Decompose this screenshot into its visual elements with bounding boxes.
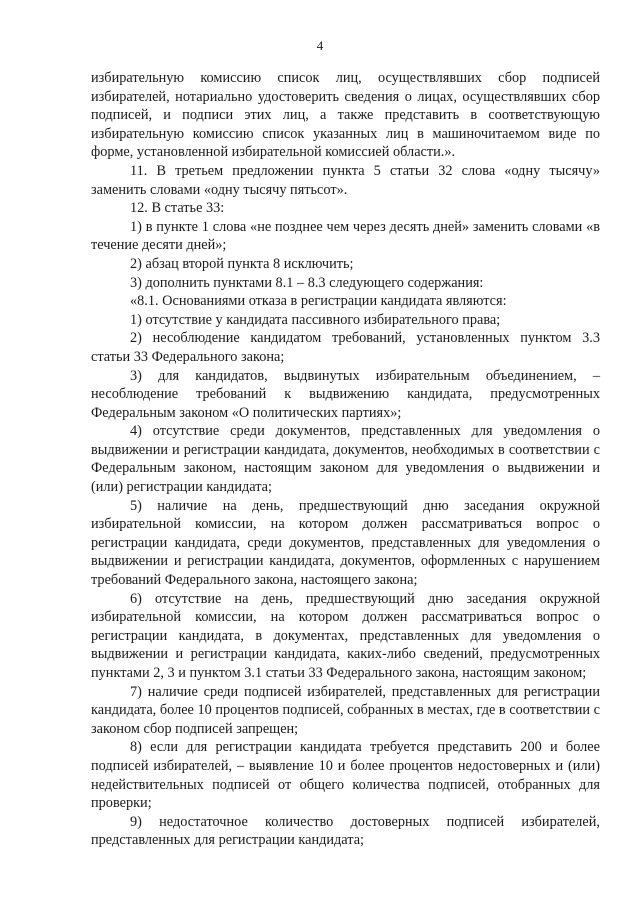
paragraph-item-11: 11. В третьем предложении пункта 5 статьи 32 слова «одну тысячу» заменить словами «одну тысячу пятьсот». [91, 162, 600, 198]
paragraph-ground-7: 7) наличие среди подписей избирателей, представленных для регистрации кандидата, более 10 процентов подписей, собранных в местах, где в соответствии с законом сбор подписей запрещен; [91, 683, 600, 737]
paragraph-continuation: избирательную комиссию список лиц, осуществлявших сбор подписей избирателей, нотариально удостоверить сведения о лицах, осуществлявших сбор подписей, и подписи этих лиц, а также представить в соответствующую избирательную комиссию список указанных лиц в машиночитаемом виде по форме, установленной избирательной комиссией области.». [91, 70, 600, 161]
paragraph-ground-2: 2) несоблюдение кандидатом требований, установленных пунктом 3.3 статьи 33 Федерального закона; [91, 330, 600, 365]
paragraph-subitem-3: 3) дополнить пунктами 8.1 – 8.3 следующего содержания: [130, 274, 484, 291]
document-body [91, 69, 600, 850]
paragraph-ground-8: 8) если для регистрации кандидата требуется представить 200 и более подписей избирателей, – выявление 10 и более процентов недостоверных и (или) недействительных подписей от общего количества подписей, отобранных для проверки; [91, 739, 600, 812]
paragraph-ground-5: 5) наличие на день, предшествующий дню заседания окружной избирательной комиссии, на котором должен рассматриваться вопрос о регистрации кандидата, среди документов, представленных для уведомления о выдвижении и регистрации кандидата, документов, оформленных с нарушением требований Федерального закона, настоящего закона; [91, 497, 600, 589]
paragraph-subitem-2: 2) абзац второй пункта 8 исключить; [130, 255, 354, 272]
paragraph-ground-3: 3) для кандидатов, выдвинутых избирательным объединением, – несоблюдение требований к выдвижению кандидата, предусмотренных Федеральным законом «О политических партиях»; [91, 367, 600, 421]
paragraph-ground-4: 4) отсутствие среди документов, представленных для уведомления о выдвижении и регистрации кандидата, документов, необходимых в соответствии с Федеральным законом, настоящим законом для уведомления о выдвижении и (или) регистрации кандидата; [91, 423, 600, 496]
paragraph-ground-6: 6) отсутствие на день, предшествующий дню заседания окружной избирательной комиссии, на котором должен рассматриваться вопрос о регистрации кандидата, в документах, представленных для уведомления о выдвижении и регистрации кандидата, каких-либо сведений, предусмотренных пунктами 2, 3 и пунктом 3.1 статьи 33 Федерального закона, настоящим законом; [91, 590, 600, 681]
page-number: 4 [316, 38, 324, 53]
paragraph-ground-1: 1) отсутствие у кандидата пассивного избирательного права; [130, 311, 501, 328]
paragraph-subitem-1: 1) в пункте 1 слова «не позднее чем через десять дней» заменить словами «в течение десяти дней»; [91, 218, 600, 254]
paragraph-item-12: 12. В статье 33: [130, 200, 225, 217]
paragraph-clause-8-1: «8.1. Основаниями отказа в регистрации кандидата являются: [130, 293, 507, 310]
paragraph-ground-9: 9) недостаточное количество достоверных подписей избирателей, представленных для регистрации кандидата; [91, 813, 600, 849]
